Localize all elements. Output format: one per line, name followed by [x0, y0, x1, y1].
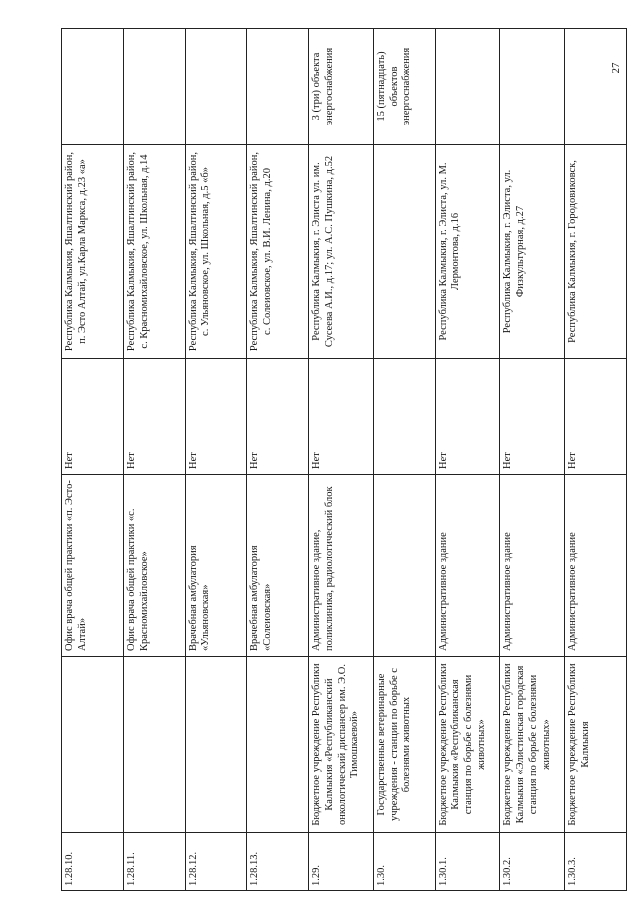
object-cell: Офис врача общей практики «п. Эсто-Алтай»	[62, 475, 123, 657]
row-number: 1.28.12.	[186, 833, 247, 891]
count-cell: 15 (пятнадцать) объектов энергоснабжения	[374, 28, 435, 145]
address-cell: Республика Калмыкия, Яшалтинский район, с. Ульяновское, ул. Школьная, д.5 «б»	[186, 145, 247, 359]
organization-cell: Государственные ветеринарные учреждения - станции по борьбе с болезнями животных	[374, 657, 435, 833]
table-row	[435, 28, 500, 891]
table-row	[308, 28, 373, 891]
row-number: 1.29.	[309, 833, 373, 891]
table-row	[123, 28, 185, 891]
table-row	[185, 28, 247, 891]
table-row	[246, 28, 308, 891]
object-cell: Врачебная амбулатория «Ульяновская»	[186, 475, 247, 657]
organization-cell	[247, 657, 308, 833]
flag-cell: Нет	[436, 359, 500, 475]
page-number: 27	[610, 62, 622, 74]
table-row	[373, 28, 435, 891]
count-cell	[500, 28, 564, 145]
count-cell	[62, 28, 123, 145]
table-row	[499, 28, 564, 891]
object-cell	[374, 475, 435, 657]
address-cell: Республика Калмыкия, Яшалтинский район, с. Красномихайловское, ул. Школьная, д.14	[124, 145, 185, 359]
object-cell: Врачебная амбулатория «Солеиовская»	[247, 475, 308, 657]
row-number: 1.28.10.	[62, 833, 123, 891]
address-cell: Республика Калмыкия, Яшалтинский район, п. Эсто Алтай, ул.Карла Маркса, д.23 «а»	[62, 145, 123, 359]
count-cell: 3 (три) объекта энергоснабжения	[309, 28, 373, 145]
flag-cell: Нет	[124, 359, 185, 475]
flag-cell: Нет	[565, 359, 626, 475]
organization-cell	[62, 657, 123, 833]
flag-cell: Нет	[247, 359, 308, 475]
table-row	[61, 28, 123, 891]
object-cell: Административное здание, поликлиника, радиологический блок	[309, 475, 373, 657]
object-cell: Административное здание	[500, 475, 564, 657]
address-cell: Республика Калмыкия, г. Элиста, ул. Физкультурная, д.27	[500, 145, 564, 359]
organization-cell: Бюджетное учреждение Республики Калмыкия «Республиканский онкологический диспансер им. Э.О. Тимошкаевой»	[309, 657, 373, 833]
address-cell: Республика Калмыкия, г. Элиста, ул. М. Лермонтова, д.16	[436, 145, 500, 359]
address-cell	[374, 145, 435, 359]
object-cell: Офис врача общей практики «с. Красномихайловское»	[124, 475, 185, 657]
row-number: 1.30.1.	[436, 833, 500, 891]
flag-cell: Нет	[309, 359, 373, 475]
flag-cell: Нет	[62, 359, 123, 475]
table-row	[564, 28, 627, 891]
facility-table	[61, 28, 627, 891]
row-number: 1.28.11.	[124, 833, 185, 891]
row-number: 1.28.13.	[247, 833, 308, 891]
count-cell	[186, 28, 247, 145]
address-cell: Республика Калмыкия, г. Городовиковск,	[565, 145, 626, 359]
flag-cell	[374, 359, 435, 475]
row-number: 1.30.2.	[500, 833, 564, 891]
address-cell: Республика Калмыкия, г. Элиста ул. им. Сусеева А.И., д.17; ул. А.С. Пушкина, д.52	[309, 145, 373, 359]
flag-cell: Нет	[500, 359, 564, 475]
count-cell	[247, 28, 308, 145]
count-cell	[436, 28, 500, 145]
address-cell: Республика Калмыкия, Яшалтинский район, с. Солеиовское, ул. В.И. Ленина, д.20	[247, 145, 308, 359]
count-cell	[565, 28, 626, 145]
organization-cell: Бюджетное учреждение Республики Калмыкия «Элистинская городская станция по борьбе с болезнями животных»	[500, 657, 564, 833]
row-number: 1.30.	[374, 833, 435, 891]
organization-cell	[186, 657, 247, 833]
count-cell	[124, 28, 185, 145]
object-cell: Административное здание	[436, 475, 500, 657]
flag-cell: Нет	[186, 359, 247, 475]
organization-cell	[124, 657, 185, 833]
organization-cell: Бюджетное учреждение Республики Калмыкия	[565, 657, 626, 833]
row-number: 1.30.3.	[565, 833, 626, 891]
object-cell: Административное здание	[565, 475, 626, 657]
rotated-table-area	[61, 28, 627, 891]
organization-cell: Бюджетное учреждение Республики Калмыкия «Республиканская станция по борьбе с болезнями животных»	[436, 657, 500, 833]
